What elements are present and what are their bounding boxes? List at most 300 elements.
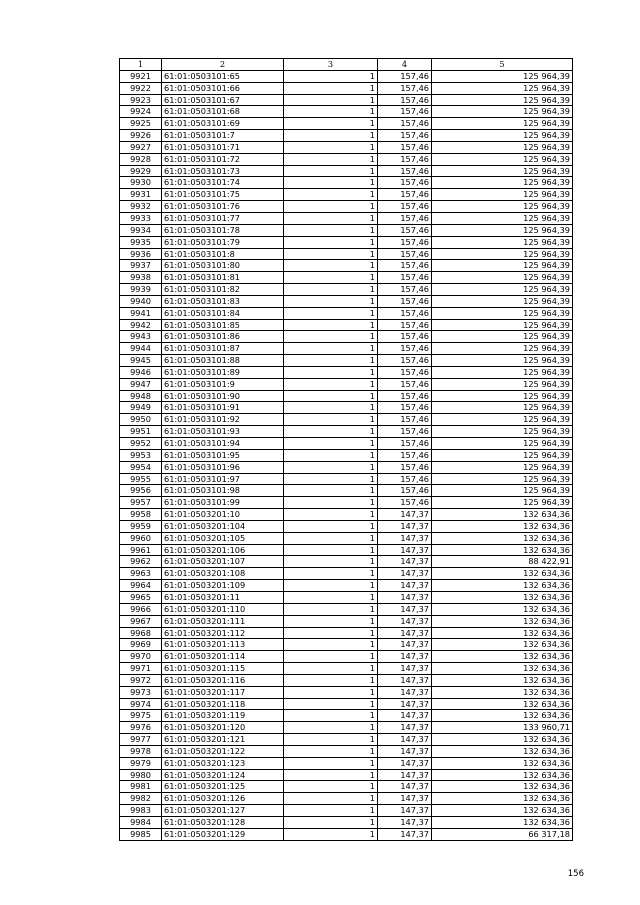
count-cell: 1 <box>284 165 378 177</box>
value-cell: 132 634,36 <box>432 781 573 793</box>
count-cell: 1 <box>284 130 378 142</box>
count-cell: 1 <box>284 284 378 296</box>
table-row <box>120 438 573 450</box>
column-header: 4 <box>378 59 432 71</box>
row-number-cell: 9947 <box>120 378 162 390</box>
count-cell: 1 <box>284 307 378 319</box>
cadastral-number-cell: 61:01:0503201:118 <box>162 698 284 710</box>
row-number-cell: 9938 <box>120 272 162 284</box>
table-row <box>120 284 573 296</box>
count-cell: 1 <box>284 485 378 497</box>
cadastral-number-cell: 61:01:0503201:124 <box>162 769 284 781</box>
area-cell: 147,37 <box>378 568 432 580</box>
cadastral-number-cell: 61:01:0503201:105 <box>162 532 284 544</box>
table-row <box>120 651 573 663</box>
value-cell: 132 634,36 <box>432 651 573 663</box>
row-number-cell: 9973 <box>120 686 162 698</box>
count-cell: 1 <box>284 70 378 82</box>
row-number-cell: 9960 <box>120 532 162 544</box>
area-cell: 157,46 <box>378 201 432 213</box>
row-number-cell: 9942 <box>120 319 162 331</box>
area-cell: 147,37 <box>378 710 432 722</box>
count-cell: 1 <box>284 591 378 603</box>
cadastral-number-cell: 61:01:0503201:112 <box>162 627 284 639</box>
row-number-cell: 9930 <box>120 177 162 189</box>
table-row <box>120 343 573 355</box>
area-cell: 147,37 <box>378 757 432 769</box>
row-number-cell: 9934 <box>120 224 162 236</box>
count-cell: 1 <box>284 663 378 675</box>
table-row <box>120 627 573 639</box>
value-cell: 125 964,39 <box>432 295 573 307</box>
cadastral-number-cell: 61:01:0503201:104 <box>162 520 284 532</box>
area-cell: 147,37 <box>378 651 432 663</box>
count-cell: 1 <box>284 497 378 509</box>
cadastral-number-cell: 61:01:0503201:11 <box>162 591 284 603</box>
row-number-cell: 9951 <box>120 426 162 438</box>
count-cell: 1 <box>284 781 378 793</box>
row-number-cell: 9948 <box>120 390 162 402</box>
table-row <box>120 793 573 805</box>
table-row <box>120 426 573 438</box>
count-cell: 1 <box>284 272 378 284</box>
count-cell: 1 <box>284 201 378 213</box>
cadastral-number-cell: 61:01:0503101:8 <box>162 248 284 260</box>
row-number-cell: 9944 <box>120 343 162 355</box>
row-number-cell: 9959 <box>120 520 162 532</box>
value-cell: 125 964,39 <box>432 248 573 260</box>
table-row <box>120 769 573 781</box>
count-cell: 1 <box>284 603 378 615</box>
area-cell: 157,46 <box>378 497 432 509</box>
value-cell: 125 964,39 <box>432 485 573 497</box>
count-cell: 1 <box>284 366 378 378</box>
table-row <box>120 615 573 627</box>
row-number-cell: 9984 <box>120 817 162 829</box>
cadastral-number-cell: 61:01:0503101:88 <box>162 355 284 367</box>
count-cell: 1 <box>284 615 378 627</box>
row-number-cell: 9921 <box>120 70 162 82</box>
value-cell: 132 634,36 <box>432 615 573 627</box>
row-number-cell: 9937 <box>120 260 162 272</box>
count-cell: 1 <box>284 580 378 592</box>
row-number-cell: 9966 <box>120 603 162 615</box>
table-row <box>120 272 573 284</box>
count-cell: 1 <box>284 355 378 367</box>
value-cell: 132 634,36 <box>432 509 573 521</box>
row-number-cell: 9927 <box>120 141 162 153</box>
value-cell: 66 317,18 <box>432 828 573 840</box>
cadastral-number-cell: 61:01:0503201:116 <box>162 674 284 686</box>
table-row <box>120 473 573 485</box>
count-cell: 1 <box>284 520 378 532</box>
value-cell: 125 964,39 <box>432 449 573 461</box>
area-cell: 157,46 <box>378 461 432 473</box>
row-number-cell: 9983 <box>120 805 162 817</box>
table-row <box>120 663 573 675</box>
cadastral-number-cell: 61:01:0503101:73 <box>162 165 284 177</box>
row-number-cell: 9972 <box>120 674 162 686</box>
count-cell: 1 <box>284 331 378 343</box>
table-row <box>120 461 573 473</box>
cadastral-number-cell: 61:01:0503201:117 <box>162 686 284 698</box>
table-row <box>120 331 573 343</box>
row-number-cell: 9922 <box>120 82 162 94</box>
row-number-cell: 9925 <box>120 118 162 130</box>
table-row <box>120 118 573 130</box>
table-row <box>120 497 573 509</box>
area-cell: 147,37 <box>378 828 432 840</box>
area-cell: 157,46 <box>378 319 432 331</box>
area-cell: 157,46 <box>378 485 432 497</box>
area-cell: 147,37 <box>378 591 432 603</box>
count-cell: 1 <box>284 82 378 94</box>
area-cell: 157,46 <box>378 355 432 367</box>
row-number-cell: 9943 <box>120 331 162 343</box>
column-header: 5 <box>432 59 573 71</box>
value-cell: 125 964,39 <box>432 390 573 402</box>
area-cell: 147,37 <box>378 745 432 757</box>
value-cell: 132 634,36 <box>432 520 573 532</box>
table-row <box>120 153 573 165</box>
row-number-cell: 9982 <box>120 793 162 805</box>
value-cell: 125 964,39 <box>432 284 573 296</box>
table-row <box>120 556 573 568</box>
table-row <box>120 734 573 746</box>
table-row <box>120 307 573 319</box>
table-row <box>120 532 573 544</box>
row-number-cell: 9933 <box>120 212 162 224</box>
table-row <box>120 106 573 118</box>
table-row <box>120 591 573 603</box>
row-number-cell: 9941 <box>120 307 162 319</box>
cadastral-number-cell: 61:01:0503101:77 <box>162 212 284 224</box>
value-cell: 125 964,39 <box>432 438 573 450</box>
row-number-cell: 9923 <box>120 94 162 106</box>
cadastral-number-cell: 61:01:0503201:126 <box>162 793 284 805</box>
cadastral-number-cell: 61:01:0503101:72 <box>162 153 284 165</box>
value-cell: 125 964,39 <box>432 70 573 82</box>
value-cell: 125 964,39 <box>432 331 573 343</box>
area-cell: 157,46 <box>378 141 432 153</box>
count-cell: 1 <box>284 817 378 829</box>
row-number-cell: 9968 <box>120 627 162 639</box>
cadastral-number-cell: 61:01:0503101:71 <box>162 141 284 153</box>
cadastral-number-cell: 61:01:0503101:67 <box>162 94 284 106</box>
table-row <box>120 141 573 153</box>
count-cell: 1 <box>284 793 378 805</box>
area-cell: 147,37 <box>378 639 432 651</box>
table-row <box>120 639 573 651</box>
row-number-cell: 9935 <box>120 236 162 248</box>
value-cell: 132 634,36 <box>432 568 573 580</box>
cadastral-number-cell: 61:01:0503101:99 <box>162 497 284 509</box>
count-cell: 1 <box>284 426 378 438</box>
row-number-cell: 9963 <box>120 568 162 580</box>
value-cell: 125 964,39 <box>432 212 573 224</box>
cadastral-number-cell: 61:01:0503101:85 <box>162 319 284 331</box>
count-cell: 1 <box>284 828 378 840</box>
count-cell: 1 <box>284 568 378 580</box>
cadastral-number-cell: 61:01:0503101:91 <box>162 402 284 414</box>
area-cell: 157,46 <box>378 189 432 201</box>
value-cell: 132 634,36 <box>432 580 573 592</box>
cadastral-number-cell: 61:01:0503101:92 <box>162 414 284 426</box>
area-cell: 157,46 <box>378 118 432 130</box>
cadastral-number-cell: 61:01:0503201:108 <box>162 568 284 580</box>
area-cell: 157,46 <box>378 438 432 450</box>
cadastral-number-cell: 61:01:0503101:87 <box>162 343 284 355</box>
cadastral-number-cell: 61:01:0503101:83 <box>162 295 284 307</box>
value-cell: 132 634,36 <box>432 663 573 675</box>
value-cell: 133 960,71 <box>432 722 573 734</box>
count-cell: 1 <box>284 153 378 165</box>
table-row <box>120 509 573 521</box>
area-cell: 147,37 <box>378 769 432 781</box>
cadastral-number-cell: 61:01:0503201:113 <box>162 639 284 651</box>
area-cell: 157,46 <box>378 307 432 319</box>
value-cell: 125 964,39 <box>432 189 573 201</box>
cadastral-number-cell: 61:01:0503201:115 <box>162 663 284 675</box>
value-cell: 125 964,39 <box>432 153 573 165</box>
value-cell: 125 964,39 <box>432 497 573 509</box>
value-cell: 125 964,39 <box>432 177 573 189</box>
value-cell: 125 964,39 <box>432 402 573 414</box>
count-cell: 1 <box>284 212 378 224</box>
area-cell: 147,37 <box>378 580 432 592</box>
count-cell: 1 <box>284 94 378 106</box>
value-cell: 125 964,39 <box>432 272 573 284</box>
area-cell: 157,46 <box>378 449 432 461</box>
table-row <box>120 805 573 817</box>
cadastral-number-cell: 61:01:0503201:123 <box>162 757 284 769</box>
cadastral-number-cell: 61:01:0503101:93 <box>162 426 284 438</box>
count-cell: 1 <box>284 118 378 130</box>
row-number-cell: 9945 <box>120 355 162 367</box>
area-cell: 147,37 <box>378 781 432 793</box>
area-cell: 157,46 <box>378 248 432 260</box>
area-cell: 157,46 <box>378 94 432 106</box>
row-number-cell: 9929 <box>120 165 162 177</box>
table-row <box>120 224 573 236</box>
area-cell: 157,46 <box>378 106 432 118</box>
cadastral-number-cell: 61:01:0503101:84 <box>162 307 284 319</box>
row-number-cell: 9936 <box>120 248 162 260</box>
count-cell: 1 <box>284 414 378 426</box>
area-cell: 157,46 <box>378 236 432 248</box>
area-cell: 147,37 <box>378 532 432 544</box>
value-cell: 125 964,39 <box>432 473 573 485</box>
area-cell: 147,37 <box>378 615 432 627</box>
value-cell: 125 964,39 <box>432 94 573 106</box>
table-row <box>120 568 573 580</box>
area-cell: 147,37 <box>378 793 432 805</box>
row-number-cell: 9981 <box>120 781 162 793</box>
value-cell: 132 634,36 <box>432 745 573 757</box>
count-cell: 1 <box>284 236 378 248</box>
cadastral-number-cell: 61:01:0503101:86 <box>162 331 284 343</box>
column-header: 3 <box>284 59 378 71</box>
cadastral-number-cell: 61:01:0503101:94 <box>162 438 284 450</box>
value-cell: 125 964,39 <box>432 355 573 367</box>
row-number-cell: 9952 <box>120 438 162 450</box>
area-cell: 157,46 <box>378 153 432 165</box>
cadastral-number-cell: 61:01:0503201:109 <box>162 580 284 592</box>
table-row <box>120 698 573 710</box>
area-cell: 157,46 <box>378 272 432 284</box>
row-number-cell: 9940 <box>120 295 162 307</box>
area-cell: 147,37 <box>378 603 432 615</box>
cadastral-number-cell: 61:01:0503101:95 <box>162 449 284 461</box>
cadastral-number-cell: 61:01:0503201:111 <box>162 615 284 627</box>
table-row <box>120 130 573 142</box>
cadastral-number-cell: 61:01:0503101:96 <box>162 461 284 473</box>
table-row <box>120 686 573 698</box>
row-number-cell: 9978 <box>120 745 162 757</box>
table-row <box>120 366 573 378</box>
value-cell: 132 634,36 <box>432 698 573 710</box>
value-cell: 132 634,36 <box>432 793 573 805</box>
count-cell: 1 <box>284 805 378 817</box>
value-cell: 132 634,36 <box>432 639 573 651</box>
count-cell: 1 <box>284 544 378 556</box>
table-row <box>120 165 573 177</box>
count-cell: 1 <box>284 461 378 473</box>
value-cell: 125 964,39 <box>432 461 573 473</box>
table-row <box>120 485 573 497</box>
cadastral-number-cell: 61:01:0503201:129 <box>162 828 284 840</box>
cadastral-number-cell: 61:01:0503101:90 <box>162 390 284 402</box>
cadastral-number-cell: 61:01:0503201:106 <box>162 544 284 556</box>
cadastral-number-cell: 61:01:0503101:69 <box>162 118 284 130</box>
value-cell: 132 634,36 <box>432 710 573 722</box>
table-row <box>120 710 573 722</box>
table-row <box>120 544 573 556</box>
area-cell: 157,46 <box>378 331 432 343</box>
row-number-cell: 9969 <box>120 639 162 651</box>
area-cell: 157,46 <box>378 426 432 438</box>
row-number-cell: 9946 <box>120 366 162 378</box>
table-row <box>120 212 573 224</box>
cadastral-number-cell: 61:01:0503101:97 <box>162 473 284 485</box>
count-cell: 1 <box>284 438 378 450</box>
value-cell: 132 634,36 <box>432 757 573 769</box>
row-number-cell: 9928 <box>120 153 162 165</box>
area-cell: 147,37 <box>378 627 432 639</box>
row-number-cell: 9953 <box>120 449 162 461</box>
value-cell: 132 634,36 <box>432 805 573 817</box>
row-number-cell: 9954 <box>120 461 162 473</box>
table-row <box>120 177 573 189</box>
area-cell: 157,46 <box>378 177 432 189</box>
area-cell: 157,46 <box>378 130 432 142</box>
row-number-cell: 9950 <box>120 414 162 426</box>
count-cell: 1 <box>284 509 378 521</box>
row-number-cell: 9958 <box>120 509 162 521</box>
table-row <box>120 390 573 402</box>
row-number-cell: 9939 <box>120 284 162 296</box>
row-number-cell: 9962 <box>120 556 162 568</box>
value-cell: 125 964,39 <box>432 426 573 438</box>
count-cell: 1 <box>284 698 378 710</box>
row-number-cell: 9985 <box>120 828 162 840</box>
row-number-cell: 9965 <box>120 591 162 603</box>
table-row <box>120 355 573 367</box>
table-row <box>120 378 573 390</box>
count-cell: 1 <box>284 390 378 402</box>
table-row <box>120 319 573 331</box>
value-cell: 125 964,39 <box>432 106 573 118</box>
cadastral-number-cell: 61:01:0503101:78 <box>162 224 284 236</box>
table-row <box>120 82 573 94</box>
value-cell: 125 964,39 <box>432 118 573 130</box>
table-row <box>120 236 573 248</box>
count-cell: 1 <box>284 295 378 307</box>
table-row <box>120 781 573 793</box>
cadastral-number-cell: 61:01:0503201:10 <box>162 509 284 521</box>
cadastral-number-cell: 61:01:0503201:122 <box>162 745 284 757</box>
value-cell: 125 964,39 <box>432 224 573 236</box>
table-row <box>120 674 573 686</box>
area-cell: 147,37 <box>378 556 432 568</box>
row-number-cell: 9932 <box>120 201 162 213</box>
area-cell: 147,37 <box>378 544 432 556</box>
table-row <box>120 402 573 414</box>
table-row <box>120 828 573 840</box>
cadastral-number-cell: 61:01:0503101:81 <box>162 272 284 284</box>
row-number-cell: 9924 <box>120 106 162 118</box>
row-number-cell: 9971 <box>120 663 162 675</box>
area-cell: 157,46 <box>378 378 432 390</box>
count-cell: 1 <box>284 402 378 414</box>
value-cell: 132 634,36 <box>432 627 573 639</box>
count-cell: 1 <box>284 769 378 781</box>
area-cell: 157,46 <box>378 82 432 94</box>
count-cell: 1 <box>284 556 378 568</box>
header-row <box>120 59 573 71</box>
table-row <box>120 414 573 426</box>
column-header: 2 <box>162 59 284 71</box>
count-cell: 1 <box>284 378 378 390</box>
count-cell: 1 <box>284 734 378 746</box>
value-cell: 132 634,36 <box>432 591 573 603</box>
count-cell: 1 <box>284 177 378 189</box>
table-row <box>120 295 573 307</box>
count-cell: 1 <box>284 686 378 698</box>
area-cell: 147,37 <box>378 663 432 675</box>
count-cell: 1 <box>284 627 378 639</box>
area-cell: 147,37 <box>378 817 432 829</box>
cadastral-number-cell: 61:01:0503101:80 <box>162 260 284 272</box>
area-cell: 147,37 <box>378 674 432 686</box>
count-cell: 1 <box>284 260 378 272</box>
cadastral-number-cell: 61:01:0503101:89 <box>162 366 284 378</box>
row-number-cell: 9974 <box>120 698 162 710</box>
count-cell: 1 <box>284 319 378 331</box>
count-cell: 1 <box>284 141 378 153</box>
value-cell: 125 964,39 <box>432 201 573 213</box>
cadastral-number-cell: 61:01:0503201:128 <box>162 817 284 829</box>
value-cell: 125 964,39 <box>432 82 573 94</box>
cadastral-number-cell: 61:01:0503201:114 <box>162 651 284 663</box>
area-cell: 157,46 <box>378 212 432 224</box>
table-row <box>120 580 573 592</box>
value-cell: 88 422,91 <box>432 556 573 568</box>
table-body <box>120 70 573 840</box>
row-number-cell: 9957 <box>120 497 162 509</box>
area-cell: 147,37 <box>378 686 432 698</box>
value-cell: 125 964,39 <box>432 319 573 331</box>
